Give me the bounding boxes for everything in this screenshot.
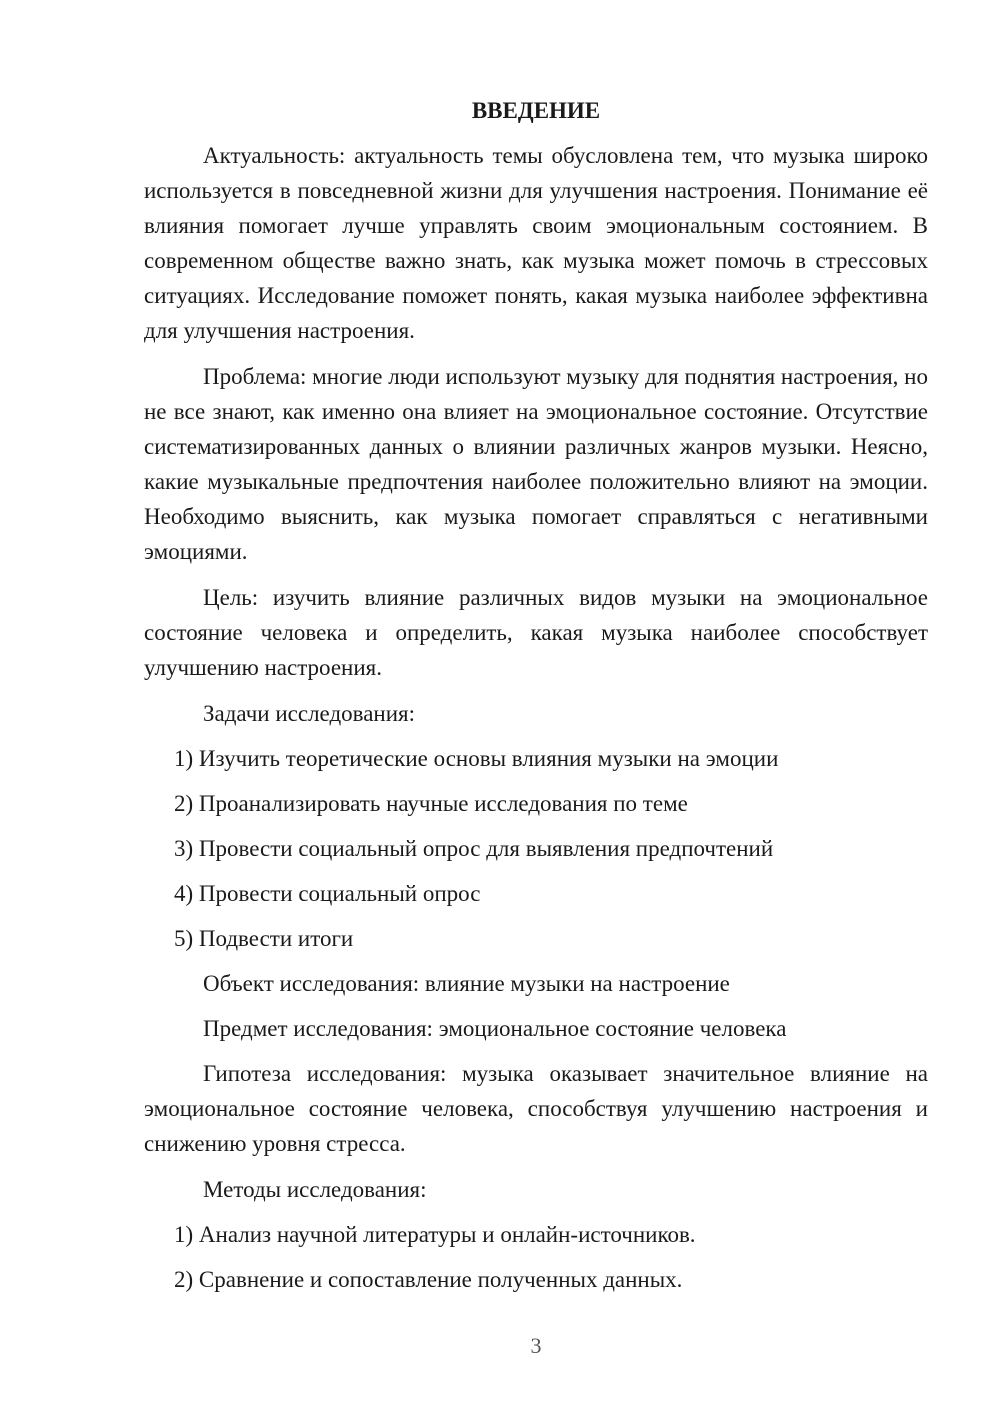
- research-object: Объект исследования: влияние музыки на настроение: [203, 971, 730, 996]
- method-item-2: 2) Сравнение и сопоставление полученных данных.: [174, 1267, 683, 1292]
- goal-paragraph: Цель: изучить влияние различных видов музыки на эмоциональное состояние человека и определить, какая музыка наиболее способствует улучшению настроения.: [144, 585, 928, 680]
- section-title: ВВЕДЕНИЕ: [471, 98, 601, 123]
- task-item-1: 1) Изучить теоретические основы влияния музыки на эмоции: [174, 746, 779, 771]
- methods-heading: Методы исследования:: [203, 1177, 427, 1202]
- page-number: 3: [530, 1333, 542, 1358]
- research-subject: Предмет исследования: эмоциональное состояние человека: [203, 1016, 787, 1041]
- page-content: [144, 94, 928, 1307]
- problem-paragraph: Проблема: многие люди используют музыку для поднятия настроения, но не все знают, как именно она влияет на эмоциональное состояние. Отсутствие систематизированных данных о влиянии различных жанров музыки. Неясно, какие музыкальные предпочтения наиболее положительно влияют на эмоции. Необходимо выяснить, как музыка помогает справляться с негативными эмоциями.: [144, 364, 928, 564]
- task-item-2: 2) Проанализировать научные исследования по теме: [174, 791, 688, 816]
- hypothesis-paragraph: Гипотеза исследования: музыка оказывает значительное влияние на эмоциональное состояние человека, способствуя улучшению настроения и снижению уровня стресса.: [144, 1061, 928, 1156]
- task-item-4: 4) Провести социальный опрос: [174, 881, 481, 906]
- task-item-3: 3) Провести социальный опрос для выявления предпочтений: [174, 836, 774, 861]
- relevance-paragraph: Актуальность: актуальность темы обусловлена тем, что музыка широко используется в повседневной жизни для улучшения настроения. Понимание её влияния помогает лучше управлять своим эмоциональным состоянием. В современном обществе важно знать, как музыка может помочь в стрессовых ситуациях. Исследование поможет понять, какая музыка наиболее эффективна для улучшения настроения.: [144, 143, 928, 343]
- task-item-5: 5) Подвести итоги: [174, 926, 354, 951]
- tasks-heading: Задачи исследования:: [203, 701, 416, 726]
- method-item-1: 1) Анализ научной литературы и онлайн-источников.: [174, 1222, 696, 1247]
